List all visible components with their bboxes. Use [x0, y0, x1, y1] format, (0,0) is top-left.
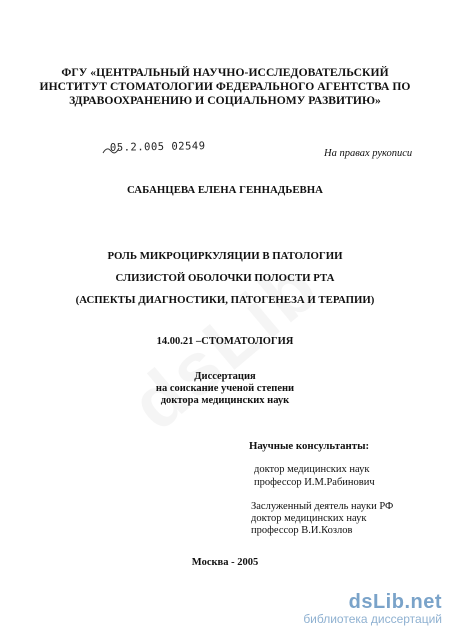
dslib-logo — [303, 591, 442, 626]
consultant-2-title: Заслуженный деятель науки РФ — [251, 501, 394, 512]
dissertation-degree — [0, 371, 450, 407]
institution-header — [0, 66, 450, 108]
consultants-heading: Научные консультанты: — [249, 440, 370, 452]
logo-sub-text: библиотека диссертаций — [303, 612, 442, 626]
consultant-1-name: профессор И.М.Рабинович — [254, 477, 375, 488]
title-line-3: (АСПЕКТЫ ДИАГНОСТИКИ, ПАТОГЕНЕЗА И ТЕРАПИИ) — [75, 294, 375, 306]
consultant-2-degree: доктор медицинских наук — [251, 513, 367, 524]
institution-line-2: ИНСТИТУТ СТОМАТОЛОГИИ ФЕДЕРАЛЬНОГО АГЕНТСТВА ПО — [39, 80, 411, 93]
specialty-code: 14.00.21 –СТОМАТОЛОГИЯ — [156, 336, 294, 347]
consultant-2 — [251, 501, 393, 537]
dissertation-title — [0, 245, 450, 311]
city-year: Москва - 2005 — [191, 557, 259, 568]
manuscript-rights: На правах рукописи — [324, 148, 413, 159]
institution-line-3: ЗДРАВООХРАНЕНИЮ И СОЦИАЛЬНОМУ РАЗВИТИЮ» — [69, 94, 381, 107]
institution-line-1: ФГУ «ЦЕНТРАЛЬНЫЙ НАУЧНО-ИССЛЕДОВАТЕЛЬСКИЙ — [61, 66, 389, 79]
title-line-2: СЛИЗИСТОЙ ОБОЛОЧКИ ПОЛОСТИ РТА — [115, 272, 335, 284]
author-name: САБАНЦЕВА ЕЛЕНА ГЕННАДЬЕВНА — [127, 184, 323, 196]
consultant-1 — [254, 463, 375, 489]
degree-line-1: Диссертация — [194, 371, 256, 382]
consultant-1-degree: доктор медицинских наук — [254, 464, 370, 475]
degree-line-2: на соискание ученой степени — [155, 383, 295, 394]
logo-main-text: dsLib.net — [348, 591, 442, 613]
consultant-2-name: профессор В.И.Козлов — [251, 525, 353, 536]
degree-line-3: доктора медицинских наук — [160, 395, 290, 406]
registration-stamp: 05.2.005 02549 — [109, 140, 206, 154]
title-line-1: РОЛЬ МИКРОЦИРКУЛЯЦИИ В ПАТОЛОГИИ — [107, 250, 343, 262]
